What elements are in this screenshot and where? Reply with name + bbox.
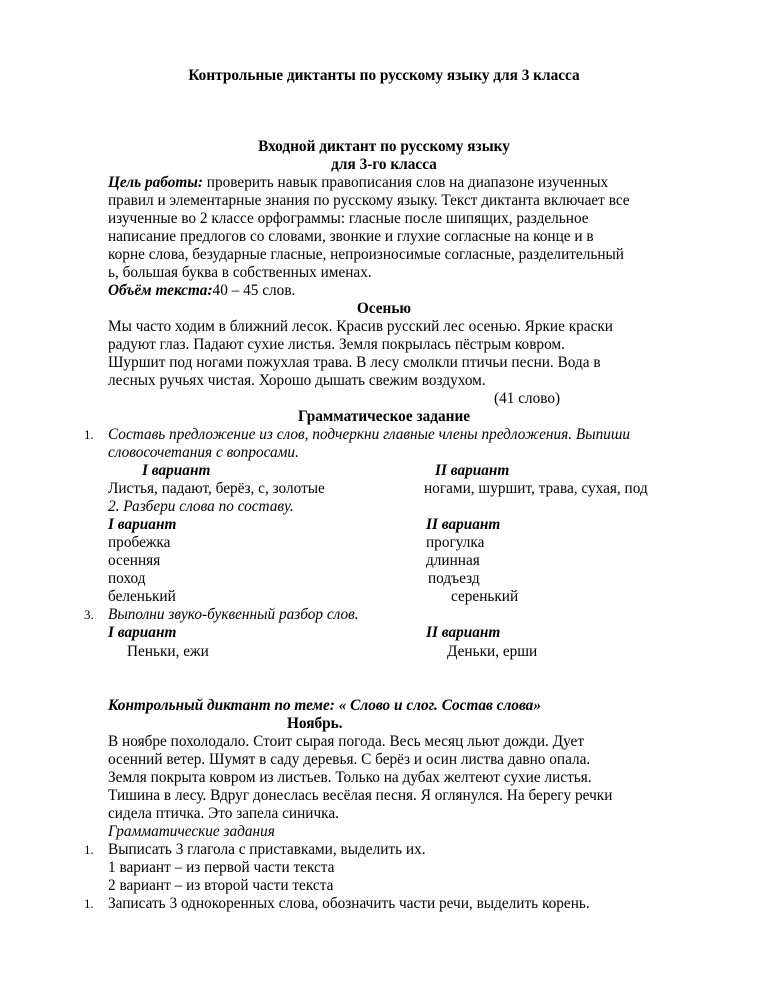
task-text: Составь предложение из слов, подчеркни главные члены предложения. Выпиши <box>108 426 631 443</box>
task-number: 3. <box>84 607 94 622</box>
variant-1-word: беленький <box>108 588 176 605</box>
task-text: Записать 3 однокоренных слова, обозначить части речи, выделить корень. <box>108 895 590 912</box>
dictation-text-line: Шуршит под ногами пожухлая трава. В лесу смолкли птичьи песни. Вода в <box>108 354 601 371</box>
variant-1-label: I вариант <box>108 516 177 533</box>
goal-text: проверить навык правописания слов на диапазоне изученных <box>202 174 609 191</box>
goal-label: Цель работы: <box>108 174 203 191</box>
goal-text: ь, большая буква в собственных именах. <box>108 264 372 281</box>
control-dictation-month: Ноябрь. <box>287 715 343 732</box>
grammar-task-title: Грамматическое задание <box>297 408 471 425</box>
task-text: Выписать 3 глагола с приставками, выделить их. <box>108 841 426 858</box>
variant-2-label: II вариант <box>435 462 510 479</box>
variant-1-words: Пеньки, ежи <box>127 643 209 660</box>
volume-value: 40 – 45 слов. <box>212 282 296 299</box>
dictation-text-line: лесных ручьях чистая. Хорошо дышать свежим воздухом. <box>108 372 486 389</box>
control-dictation-title: Контрольный диктант по теме: « Слово и слог. Состав слова» <box>108 697 541 714</box>
variant-1-word: поход <box>108 570 146 587</box>
variant-1-word: пробежка <box>108 534 171 551</box>
entry-dictation-title: Входной диктант по русскому языку <box>258 138 510 155</box>
variant-2-word: длинная <box>426 552 480 569</box>
variant-1-label: I вариант <box>142 462 211 479</box>
variant-1-label: I вариант <box>108 624 177 641</box>
entry-dictation-subtitle: для 3-го класса <box>331 156 437 173</box>
task-variant: 1 вариант – из первой части текста <box>108 859 335 876</box>
variant-2-word: серенький <box>451 588 519 605</box>
goal-text: написание предлогов со словами, звонкие и глухие согласные на конце и в <box>108 228 594 245</box>
variant-1-words: Листья, падают, берёз, с, золотые <box>108 480 325 497</box>
goal-text: правил и элементарные знания по русскому языку. Текст диктанта включает все <box>108 192 630 209</box>
task-number: 1. <box>84 896 94 911</box>
dictation-text-line: Мы часто ходим в ближний лесок. Красив русский лес осенью. Яркие краски <box>108 318 613 335</box>
goal-text: изученные во 2 классе орфограммы: гласные после шипящих, раздельное <box>108 210 589 227</box>
variant-2-words: ногами, шуршит, трава, сухая, под <box>424 480 648 497</box>
variant-1-word: осенняя <box>108 552 161 569</box>
task-text: Выполни звуко-буквенный разбор слов. <box>108 606 359 623</box>
dictation-text-line: Тишина в лесу. Вдруг донеслась весёлая песня. Я оглянулся. На берегу речки <box>108 787 613 804</box>
goal-line <box>108 174 608 192</box>
dictation-text-line: сидела птичка. Это запела синичка. <box>108 805 339 822</box>
task-number: 1. <box>84 842 94 857</box>
goal-text: корне слова, безударные гласные, непроизносимые согласные, разделительный <box>108 246 624 263</box>
task-text: словосочетания с вопросами. <box>108 444 299 461</box>
dictation-text-line: В ноябре похолодало. Стоит сырая погода. Весь месяц льют дожди. Дует <box>108 733 585 750</box>
document-title: Контрольные диктанты по русскому языку для 3 класса <box>188 67 580 84</box>
variant-2-word: подъезд <box>428 570 480 587</box>
task-number: 1. <box>84 427 94 442</box>
word-count: (41 слово) <box>494 390 561 407</box>
volume-label: Объём текста: <box>108 282 213 299</box>
grammar-tasks-title: Грамматические задания <box>108 823 275 840</box>
variant-2-label: II вариант <box>426 516 501 533</box>
dictation-text-line: Земля покрыта ковром из листьев. Только на дубах желтеют сухие листья. <box>108 769 592 786</box>
variant-2-word: прогулка <box>426 534 485 551</box>
dictation-text-line: радуют глаз. Падают сухие листья. Земля покрылась пёстрым ковром. <box>108 336 565 353</box>
task-text: 2. Разбери слова по составу. <box>108 498 294 515</box>
dictation-text-line: осенний ветер. Шумят в саду деревья. С берёз и осин листва давно опала. <box>108 751 591 768</box>
task-variant: 2 вариант – из второй части текста <box>108 877 334 894</box>
text-volume <box>108 282 295 300</box>
variant-2-words: Деньки, ерши <box>447 643 538 660</box>
dictation-text-title: Осенью <box>356 300 412 317</box>
variant-2-label: II вариант <box>426 624 501 641</box>
